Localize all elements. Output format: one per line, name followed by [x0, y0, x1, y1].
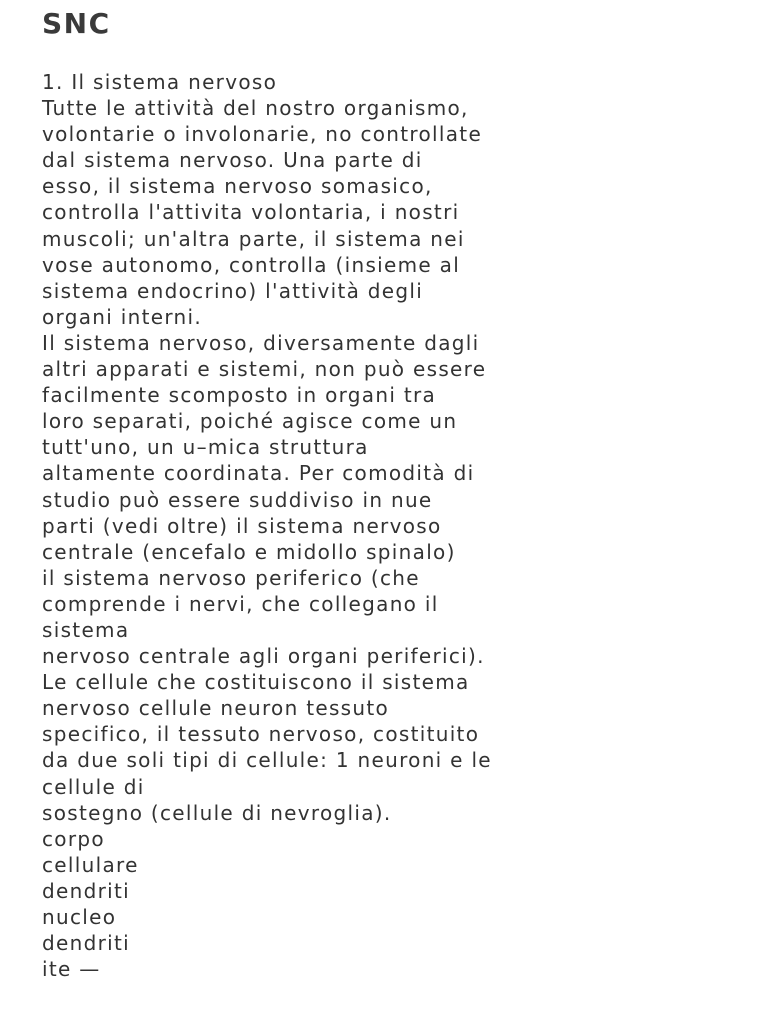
text-line: Il sistema nervoso, diversamente dagli: [42, 330, 480, 355]
text-line: dendriti: [42, 931, 130, 956]
text-line: sistema endocrino) l'attività degli: [42, 278, 424, 303]
document-body: [42, 69, 492, 982]
text-line: sistema: [42, 617, 130, 642]
text-line: altri apparati e sistemi, non può essere: [42, 357, 487, 382]
text-line: nervoso cellule neuron tessuto: [42, 696, 390, 721]
text-line: loro separati, poiché agisce come un: [42, 409, 458, 434]
text-line: volontarie o involonarie, no controllate: [42, 122, 483, 147]
text-line: corpo: [42, 826, 105, 851]
text-line: cellule di: [42, 774, 145, 799]
text-line: nervoso centrale agli organi periferici).: [42, 644, 485, 669]
text-line: Tutte le attività del nostro organismo,: [42, 96, 469, 121]
text-line: da due soli tipi di cellule: 1 neuroni e le: [42, 748, 492, 773]
text-line: vose autonomo, controlla (insieme al: [42, 252, 461, 277]
text-line: ite —: [42, 957, 101, 982]
text-line: sostegno (cellule di nevroglia).: [42, 800, 392, 825]
text-line: parti (vedi oltre) il sistema nervoso: [42, 513, 442, 538]
text-line: centrale (encefalo e midollo spinalo): [42, 539, 456, 564]
text-line: esso, il sistema nervoso somasico,: [42, 174, 433, 199]
text-line: organi interni.: [42, 304, 202, 329]
text-line: specifico, il tessuto nervoso, costituito: [42, 722, 480, 747]
text-line: Le cellule che costituiscono il sistema: [42, 670, 470, 695]
text-line: 1. Il sistema nervoso: [42, 70, 278, 94]
text-line: muscoli; un'altra parte, il sistema nei: [42, 226, 465, 251]
text-line: controlla l'attivita volontaria, i nostri: [42, 200, 460, 225]
text-line: facilmente scomposto in organi tra: [42, 383, 437, 408]
text-line: il sistema nervoso periferico (che: [42, 565, 420, 590]
text-line: studio può essere suddiviso in nue: [42, 487, 433, 512]
text-line: altamente coordinata. Per comodità di: [42, 461, 475, 486]
text-line: dendriti: [42, 878, 130, 903]
document-title: SNC: [42, 7, 111, 40]
text-line: dal sistema nervoso. Una parte di: [42, 148, 423, 173]
text-line: comprende i nervi, che collegano il: [42, 591, 439, 616]
text-line: tutt'uno, un u–mica struttura: [42, 435, 369, 460]
text-line: cellulare: [42, 852, 139, 877]
text-line: nucleo: [42, 905, 117, 929]
